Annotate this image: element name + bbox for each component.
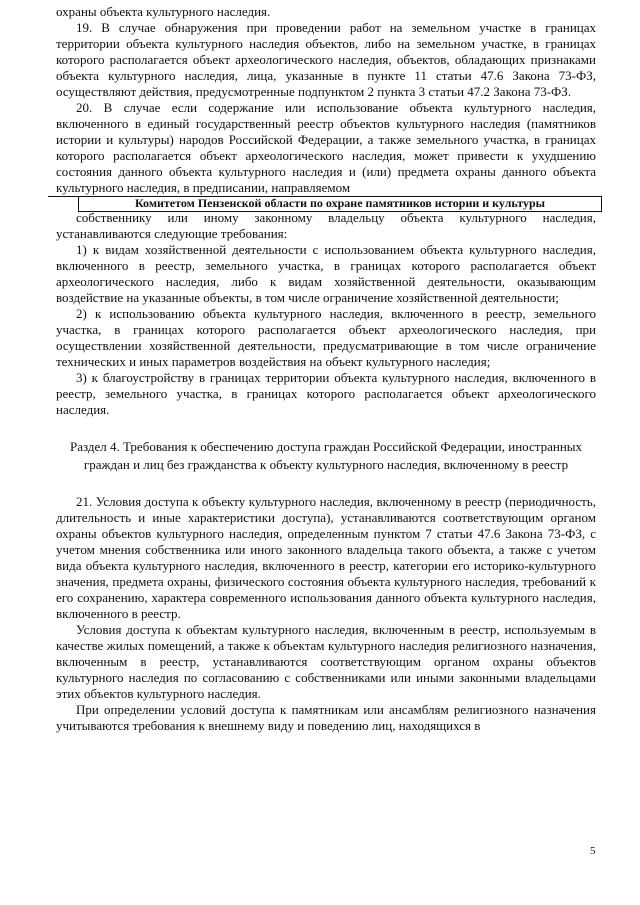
page-number: 5 — [590, 845, 596, 857]
document-page — [56, 0, 596, 734]
authority-box: Комитетом Пензенской области по охране памятников истории и культуры — [78, 197, 602, 212]
paragraph-continuation: охраны объекта культурного наследия. — [56, 4, 271, 19]
item-21-paragraph-3: При определении условий доступа к памятникам или ансамблям религиозного назначения учитываются требования к внешнему виду и поведению лиц, находящихся в — [56, 702, 596, 733]
requirement-1: 1) к видам хозяйственной деятельности с использованием объекта культурного наследия, включенного в реестр, земельного участка, в границах которого располагается объект археологического наследия, либо к видам хозяйственной деятельности, оказывающим воздействие на указанные объекты, в том числе ограничение хозяйственной деятельности; — [56, 242, 596, 305]
requirement-2: 2) к использованию объекта культурного наследия, включенного в реестр, земельного участка, в границах которого располагается объект археологического наследия, при осуществлении хозяйственной деятельности, предусматривающие в том числе ограничение технических и иных параметров воздействия на объект культурного наследия; — [56, 306, 596, 369]
section-4-heading: Раздел 4. Требования к обеспечению доступа граждан Российской Федерации, иностранных граждан и лиц без гражданства к объекту культурного наследия, включенному в реестр — [69, 439, 583, 472]
requirement-3: 3) к благоустройству в границах территории объекта культурного наследия, включенного в реестр, земельного участка, в границах которого располагается объект археологического наследия. — [56, 370, 596, 417]
item-21-paragraph-2: Условия доступа к объектам культурного наследия, включенным в реестр, используемым в качестве жилых помещений, а также к объектам культурного наследия религиозного назначения, включенным в реестр, устанавливаются соответствующим органом охраны объектов культурного наследия по согласованию с собственниками или иными законными владельцами этих объектов культурного наследия. — [56, 622, 596, 701]
item-21: 21. Условия доступа к объекту культурного наследия, включенному в реестр (периодичность, длительность и иные характеристики доступа), устанавливаются соответствующим органом охраны объектов культурного наследия, определенным пунктом 7 статьи 47.6 Закона 73-ФЗ, с учетом мнения собственника или иного законного владельца такого объекта, а также с учетом вида объекта культурного наследия, включенного в реестр, категории его историко-культурного значения, предмета охраны, физического состояния объекта культурного наследия, требований к его сохранению, характера современного использования данного объекта культурного наследия, включенного в реестр. — [56, 494, 596, 621]
item-20-continuation: собственнику или иному законному владельцу объекта культурного наследия, устанавливаются следующие требования: — [56, 210, 596, 241]
item-20: 20. В случае если содержание или использование объекта культурного наследия, включенного в единый государственный реестр объектов культурного наследия (памятников истории и культуры) народов Российской Федерации, а также земельного участка, в границах которого располагается объект археологического наследия, может привести к ухудшению состояния данного объекта культурного наследия и (или) предмета охраны данного объекта культурного наследия, в предписании, направляемом — [56, 100, 596, 195]
authority-box-wrap — [48, 196, 602, 210]
item-19: 19. В случае обнаружения при проведении работ на земельном участке в границах территории объекта культурного наследия объектов, либо на земельном участке, в границах которого располагается объект археологического наследия, объектов, обладающих признаками объекта культурного наследия, лица, указанные в пункте 11 статьи 47.6 Закона 73-ФЗ, осуществляют действия, предусмотренные подпунктом 2 пункта 3 статьи 47.2 Закона 73-ФЗ. — [56, 20, 596, 99]
